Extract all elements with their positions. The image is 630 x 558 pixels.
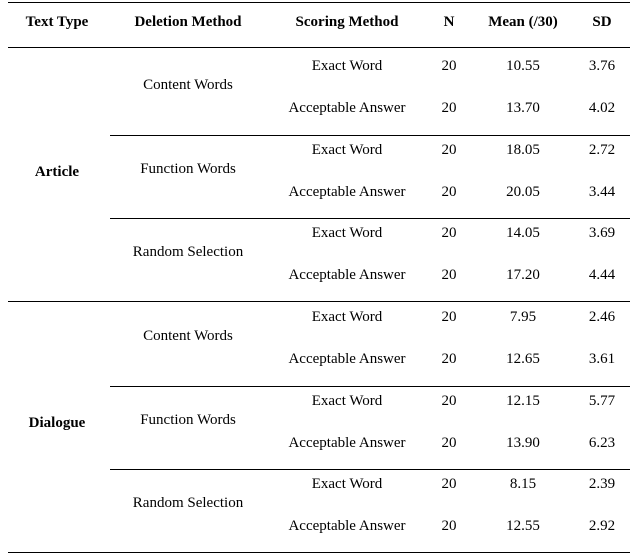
sd-cell: 2.39 — [588, 476, 616, 492]
n-cell: 20 — [441, 518, 457, 534]
table-bottom-rule — [8, 552, 630, 553]
scoring-method-cell: Acceptable Answer — [288, 267, 406, 283]
table-top-rule — [8, 2, 630, 3]
method-divider — [110, 135, 630, 136]
header-sd: SD — [592, 14, 612, 30]
sd-cell: 4.02 — [588, 100, 616, 116]
n-cell: 20 — [441, 267, 457, 283]
header-rule — [8, 47, 630, 48]
scoring-method-cell: Acceptable Answer — [288, 518, 406, 534]
scoring-method-cell: Acceptable Answer — [288, 100, 406, 116]
header-scoring-method: Scoring Method — [295, 14, 399, 30]
sd-cell: 2.46 — [588, 309, 616, 325]
mean-cell: 7.95 — [509, 309, 537, 325]
header-n: N — [443, 14, 455, 30]
n-cell: 20 — [441, 434, 457, 451]
mean-cell: 17.20 — [506, 267, 540, 283]
method-divider — [110, 218, 630, 219]
deletion-method-label: Content Words — [143, 328, 233, 344]
mean-cell: 20.05 — [506, 183, 540, 200]
header-text-type: Text Type — [25, 14, 89, 30]
text-type-label: Dialogue — [28, 415, 86, 432]
group-divider — [8, 301, 630, 302]
mean-cell: 12.55 — [506, 518, 540, 534]
sd-cell: 3.44 — [588, 183, 616, 200]
n-cell: 20 — [441, 58, 457, 74]
n-cell: 20 — [441, 225, 457, 241]
scoring-method-cell: Acceptable Answer — [288, 351, 406, 367]
mean-cell: 13.90 — [506, 434, 540, 451]
scoring-method-cell: Acceptable Answer — [288, 434, 406, 451]
method-divider — [110, 469, 630, 470]
deletion-method-label: Function Words — [140, 411, 236, 428]
sd-cell: 2.92 — [588, 518, 616, 534]
scoring-method-cell: Exact Word — [311, 476, 383, 492]
sd-cell: 5.77 — [588, 392, 616, 409]
n-cell: 20 — [441, 183, 457, 200]
sd-cell: 6.23 — [588, 434, 616, 451]
mean-cell: 8.15 — [509, 476, 537, 492]
mean-cell: 12.15 — [506, 392, 540, 409]
scoring-method-cell: Exact Word — [311, 141, 383, 158]
sd-cell: 2.72 — [588, 141, 616, 158]
sd-cell: 3.69 — [588, 225, 616, 241]
deletion-method-label: Function Words — [140, 160, 236, 177]
mean-cell: 14.05 — [506, 225, 540, 241]
scoring-method-cell: Exact Word — [311, 225, 383, 241]
n-cell: 20 — [441, 309, 457, 325]
scoring-method-cell: Exact Word — [311, 309, 383, 325]
header-mean: Mean (/30) — [488, 14, 558, 30]
n-cell: 20 — [441, 392, 457, 409]
n-cell: 20 — [441, 100, 457, 116]
sd-cell: 3.76 — [588, 58, 616, 74]
text-type-label: Article — [34, 164, 80, 181]
sd-cell: 4.44 — [588, 267, 616, 283]
n-cell: 20 — [441, 351, 457, 367]
deletion-method-label: Content Words — [143, 77, 233, 93]
mean-cell: 10.55 — [506, 58, 540, 74]
sd-cell: 3.61 — [588, 351, 616, 367]
deletion-method-label: Random Selection — [132, 495, 244, 511]
header-deletion-method: Deletion Method — [134, 14, 242, 30]
mean-cell: 12.65 — [506, 351, 540, 367]
scoring-method-cell: Acceptable Answer — [288, 183, 406, 200]
method-divider — [110, 386, 630, 387]
mean-cell: 13.70 — [506, 100, 540, 116]
mean-cell: 18.05 — [506, 141, 540, 158]
n-cell: 20 — [441, 141, 457, 158]
scoring-method-cell: Exact Word — [311, 392, 383, 409]
n-cell: 20 — [441, 476, 457, 492]
deletion-method-label: Random Selection — [132, 244, 244, 260]
scoring-method-cell: Exact Word — [311, 58, 383, 74]
